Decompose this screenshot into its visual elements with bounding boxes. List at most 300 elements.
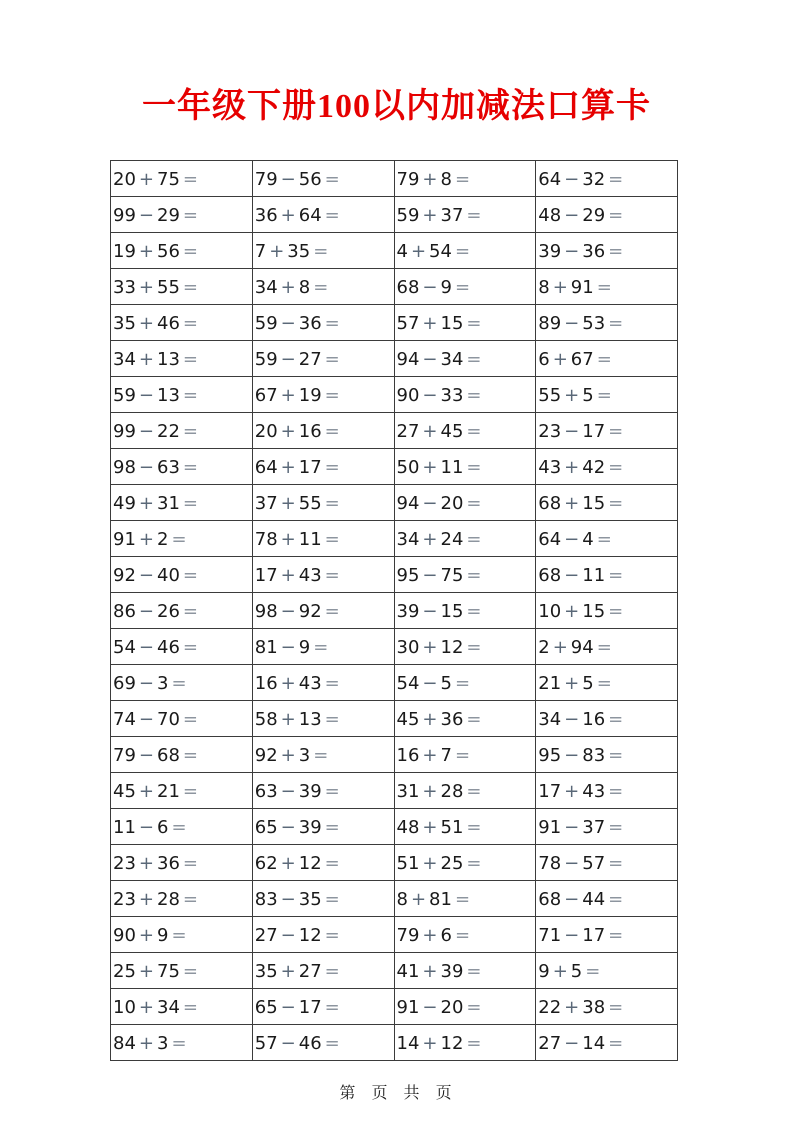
table-row [111, 161, 678, 197]
page-title: 一年级下册100以内加减法口算卡 [142, 88, 651, 125]
operator-sign: + [422, 637, 438, 658]
operand-second: 56 [298, 169, 322, 190]
page-footer: 第 页 共 页 [339, 1083, 454, 1102]
operand-first: 8 [396, 889, 408, 910]
equals-sign: = [608, 457, 624, 478]
equals-sign: = [182, 277, 198, 298]
operator-sign: + [422, 709, 438, 730]
operand-first: 34 [113, 349, 136, 370]
problem-cell [394, 197, 536, 233]
operand-first: 86 [113, 601, 136, 622]
operand-first: 33 [113, 277, 136, 298]
operator-sign: + [138, 853, 154, 874]
equals-sign: = [466, 961, 482, 982]
operand-first: 83 [254, 889, 278, 910]
equals-sign: = [182, 781, 198, 802]
operand-first: 59 [396, 205, 420, 226]
operand-second: 91 [570, 277, 594, 298]
operand-first: 99 [113, 421, 136, 442]
equals-sign: = [182, 961, 198, 982]
equals-sign: = [324, 457, 340, 478]
problem-cell [536, 989, 678, 1025]
operand-first: 2 [538, 637, 550, 658]
operand-second: 63 [157, 457, 180, 478]
problem-cell [111, 917, 253, 953]
operator-sign: − [564, 421, 580, 442]
problem-cell [111, 197, 253, 233]
problem-cell [536, 557, 678, 593]
equals-sign: = [596, 637, 612, 658]
operand-first: 27 [396, 421, 420, 442]
operand-second: 26 [157, 601, 180, 622]
problem-cell [111, 305, 253, 341]
operand-second: 13 [157, 385, 180, 406]
equals-sign: = [324, 709, 340, 730]
problem-cell [252, 773, 394, 809]
problem-cell [536, 305, 678, 341]
operand-first: 35 [254, 961, 278, 982]
operator-sign: − [564, 169, 580, 190]
equals-sign: = [608, 1033, 624, 1054]
equals-sign: = [324, 673, 340, 694]
operand-second: 36 [298, 313, 322, 334]
operand-second: 3 [157, 1033, 169, 1054]
operator-sign: + [552, 277, 568, 298]
operator-sign: − [280, 169, 296, 190]
table-row [111, 485, 678, 521]
operand-second: 94 [570, 637, 594, 658]
operand-first: 64 [538, 529, 562, 550]
equals-sign: = [596, 529, 612, 550]
operand-second: 53 [582, 313, 606, 334]
problem-cell [111, 629, 253, 665]
operand-second: 54 [429, 241, 452, 262]
problem-cell [394, 1025, 536, 1061]
operand-second: 39 [440, 961, 464, 982]
operand-second: 43 [582, 781, 606, 802]
operand-first: 64 [538, 169, 562, 190]
operand-first: 11 [113, 817, 136, 838]
equals-sign: = [324, 349, 340, 370]
operand-second: 6 [440, 925, 452, 946]
operator-sign: − [280, 313, 296, 334]
problem-cell [111, 233, 253, 269]
equals-sign: = [182, 457, 198, 478]
operand-second: 9 [298, 637, 311, 658]
equals-sign: = [596, 385, 612, 406]
operand-first: 79 [254, 169, 278, 190]
operator-sign: − [280, 1033, 296, 1054]
equals-sign: = [171, 817, 187, 838]
operator-sign: − [138, 385, 154, 406]
operand-second: 3 [298, 745, 311, 766]
operand-first: 48 [396, 817, 420, 838]
equals-sign: = [466, 421, 482, 442]
problem-cell [394, 305, 536, 341]
operand-first: 54 [396, 673, 420, 694]
operand-second: 46 [157, 313, 180, 334]
operand-second: 6 [157, 817, 169, 838]
equals-sign: = [171, 1033, 187, 1054]
equals-sign: = [454, 745, 471, 766]
table-row [111, 197, 678, 233]
operand-first: 10 [113, 997, 136, 1018]
problem-cell [536, 197, 678, 233]
operand-first: 14 [396, 1033, 420, 1054]
operator-sign: − [138, 637, 154, 658]
problem-cell [111, 701, 253, 737]
operator-sign: + [422, 421, 438, 442]
operator-sign: + [422, 961, 438, 982]
operand-second: 36 [157, 853, 180, 874]
operand-second: 14 [582, 1033, 606, 1054]
problem-cell [111, 1025, 253, 1061]
equals-sign: = [171, 529, 187, 550]
operator-sign: − [422, 493, 438, 514]
operand-second: 28 [440, 781, 464, 802]
operator-sign: − [564, 313, 580, 334]
operand-first: 4 [396, 241, 408, 262]
operand-second: 11 [440, 457, 464, 478]
operand-first: 89 [538, 313, 562, 334]
operand-first: 67 [254, 385, 278, 406]
operator-sign: + [280, 493, 296, 514]
problem-cell [252, 737, 394, 773]
problem-cell [394, 341, 536, 377]
operator-sign: + [280, 421, 296, 442]
equals-sign: = [324, 889, 340, 910]
operand-first: 51 [396, 853, 420, 874]
operand-first: 90 [396, 385, 420, 406]
problem-cell [536, 629, 678, 665]
equals-sign: = [608, 997, 624, 1018]
operand-second: 42 [582, 457, 606, 478]
equals-sign: = [313, 637, 329, 658]
operator-sign: − [422, 997, 438, 1018]
problem-cell [252, 269, 394, 305]
equals-sign: = [608, 817, 624, 838]
operand-second: 64 [298, 205, 322, 226]
operand-second: 70 [157, 709, 180, 730]
operand-second: 37 [582, 817, 606, 838]
problem-cell [536, 161, 678, 197]
operand-first: 16 [254, 673, 278, 694]
operand-second: 43 [298, 673, 322, 694]
problem-cell [111, 773, 253, 809]
problem-cell [394, 773, 536, 809]
operand-second: 55 [157, 277, 180, 298]
table-row [111, 377, 678, 413]
operand-second: 68 [157, 745, 180, 766]
problem-cell [394, 701, 536, 737]
operand-second: 20 [440, 493, 464, 514]
problem-cell [252, 305, 394, 341]
equals-sign: = [466, 529, 482, 550]
operand-first: 23 [113, 889, 136, 910]
equals-sign: = [466, 565, 482, 586]
operator-sign: + [138, 997, 154, 1018]
table-row [111, 233, 678, 269]
operand-second: 43 [298, 565, 322, 586]
operator-sign: − [280, 601, 296, 622]
table-row [111, 845, 678, 881]
equals-sign: = [596, 277, 612, 298]
equals-sign: = [466, 853, 482, 874]
operand-first: 54 [113, 637, 136, 658]
operand-second: 8 [440, 169, 452, 190]
table-row [111, 269, 678, 305]
operator-sign: − [422, 277, 438, 298]
operand-first: 71 [538, 925, 562, 946]
operator-sign: + [564, 601, 580, 622]
operand-second: 17 [582, 925, 606, 946]
operand-first: 57 [396, 313, 420, 334]
operand-first: 23 [538, 421, 562, 442]
equals-sign: = [313, 277, 329, 298]
equals-sign: = [608, 169, 624, 190]
operand-first: 34 [396, 529, 420, 550]
problem-cell [536, 665, 678, 701]
table-row [111, 449, 678, 485]
operator-sign: − [564, 853, 580, 874]
table-row [111, 809, 678, 845]
equals-sign: = [324, 781, 340, 802]
operator-sign: − [422, 601, 438, 622]
problem-cell [394, 989, 536, 1025]
equals-sign: = [324, 925, 340, 946]
equals-sign: = [454, 925, 471, 946]
operator-sign: − [564, 817, 580, 838]
operator-sign: − [564, 529, 580, 550]
problem-cell [111, 413, 253, 449]
operand-first: 99 [113, 205, 136, 226]
operator-sign: + [422, 925, 438, 946]
problems-table [110, 160, 678, 1061]
table-row [111, 737, 678, 773]
operator-sign: + [280, 565, 296, 586]
operand-second: 46 [157, 637, 180, 658]
problem-cell [252, 629, 394, 665]
operator-sign: + [422, 853, 438, 874]
problem-cell [536, 233, 678, 269]
equals-sign: = [182, 169, 198, 190]
operator-sign: + [422, 205, 438, 226]
problem-cell [394, 665, 536, 701]
operand-first: 43 [538, 457, 562, 478]
equals-sign: = [454, 241, 471, 262]
equals-sign: = [182, 313, 198, 334]
operand-first: 25 [113, 961, 136, 982]
operand-second: 75 [157, 961, 180, 982]
operand-first: 68 [538, 889, 562, 910]
equals-sign: = [182, 745, 198, 766]
problem-cell [111, 737, 253, 773]
problem-cell [252, 881, 394, 917]
equals-sign: = [324, 997, 340, 1018]
operator-sign: + [564, 385, 580, 406]
operand-second: 3 [157, 673, 169, 694]
operand-second: 9 [157, 925, 169, 946]
operator-sign: − [138, 565, 154, 586]
equals-sign: = [608, 565, 624, 586]
equals-sign: = [454, 277, 471, 298]
operator-sign: + [280, 961, 296, 982]
operand-first: 68 [538, 565, 562, 586]
problems-tbody [111, 161, 678, 1061]
equals-sign: = [466, 493, 482, 514]
problem-cell [111, 377, 253, 413]
operator-sign: + [280, 277, 296, 298]
operator-sign: − [280, 781, 296, 802]
operand-first: 45 [113, 781, 136, 802]
operator-sign: + [564, 457, 580, 478]
operand-second: 12 [440, 637, 464, 658]
table-row [111, 629, 678, 665]
table-row [111, 773, 678, 809]
operand-first: 16 [396, 745, 420, 766]
equals-sign: = [182, 421, 198, 442]
operand-second: 2 [157, 529, 169, 550]
operand-second: 16 [298, 421, 322, 442]
problem-cell [394, 809, 536, 845]
problem-cell [394, 737, 536, 773]
equals-sign: = [608, 241, 624, 262]
operand-first: 34 [254, 277, 278, 298]
operand-second: 27 [298, 961, 322, 982]
equals-sign: = [466, 637, 482, 658]
operator-sign: − [564, 241, 580, 262]
problem-cell [111, 881, 253, 917]
equals-sign: = [324, 1033, 340, 1054]
operator-sign: + [280, 709, 296, 730]
operand-second: 36 [440, 709, 464, 730]
equals-sign: = [466, 1033, 482, 1054]
table-row [111, 593, 678, 629]
operand-second: 67 [570, 349, 594, 370]
operator-sign: + [422, 313, 438, 334]
problem-cell [394, 557, 536, 593]
operand-second: 28 [157, 889, 180, 910]
operand-second: 32 [582, 169, 606, 190]
operand-second: 15 [440, 313, 464, 334]
problem-cell [252, 989, 394, 1025]
operator-sign: − [422, 385, 438, 406]
equals-sign: = [324, 601, 340, 622]
operand-first: 10 [538, 601, 562, 622]
operator-sign: − [138, 817, 154, 838]
operand-first: 92 [113, 565, 136, 586]
equals-sign: = [324, 817, 340, 838]
operand-first: 6 [538, 349, 550, 370]
equals-sign: = [182, 997, 198, 1018]
problem-cell [536, 485, 678, 521]
operand-second: 13 [298, 709, 322, 730]
operand-second: 17 [582, 421, 606, 442]
operand-first: 94 [396, 493, 420, 514]
table-row [111, 341, 678, 377]
operator-sign: − [138, 745, 154, 766]
equals-sign: = [608, 313, 624, 334]
operand-second: 17 [298, 997, 322, 1018]
problem-cell [252, 953, 394, 989]
equals-sign: = [324, 529, 340, 550]
equals-sign: = [454, 889, 471, 910]
problem-cell [536, 917, 678, 953]
operator-sign: − [564, 745, 580, 766]
operator-sign: + [564, 781, 580, 802]
equals-sign: = [324, 385, 340, 406]
operand-second: 13 [157, 349, 180, 370]
equals-sign: = [466, 205, 482, 226]
equals-sign: = [324, 565, 340, 586]
operand-first: 62 [254, 853, 278, 874]
equals-sign: = [454, 169, 471, 190]
operand-first: 36 [254, 205, 278, 226]
table-row [111, 413, 678, 449]
operand-second: 12 [298, 925, 322, 946]
problem-cell [394, 485, 536, 521]
equals-sign: = [608, 781, 624, 802]
equals-sign: = [585, 961, 601, 982]
problem-cell [536, 377, 678, 413]
problem-cell [394, 233, 536, 269]
equals-sign: = [182, 637, 198, 658]
operand-second: 5 [440, 673, 452, 694]
operand-first: 95 [396, 565, 420, 586]
problem-cell [111, 665, 253, 701]
operator-sign: + [138, 781, 154, 802]
operand-first: 59 [254, 349, 278, 370]
operator-sign: − [564, 205, 580, 226]
operator-sign: + [422, 781, 438, 802]
operator-sign: + [138, 961, 154, 982]
operator-sign: + [564, 997, 580, 1018]
problem-cell [252, 917, 394, 953]
operand-first: 37 [254, 493, 278, 514]
operand-second: 35 [287, 241, 311, 262]
problem-cell [536, 449, 678, 485]
equals-sign: = [466, 601, 482, 622]
table-row [111, 881, 678, 917]
equals-sign: = [182, 493, 198, 514]
operand-second: 38 [582, 997, 606, 1018]
operator-sign: − [280, 637, 296, 658]
problem-cell [536, 521, 678, 557]
operand-first: 39 [396, 601, 420, 622]
equals-sign: = [466, 457, 482, 478]
operand-second: 7 [440, 745, 452, 766]
operator-sign: − [422, 673, 438, 694]
operand-first: 78 [538, 853, 562, 874]
operand-first: 55 [538, 385, 562, 406]
operand-second: 11 [582, 565, 606, 586]
operand-first: 92 [254, 745, 278, 766]
operand-first: 35 [113, 313, 136, 334]
operand-first: 65 [254, 817, 278, 838]
operand-second: 11 [298, 529, 322, 550]
operator-sign: + [280, 205, 296, 226]
operator-sign: + [564, 493, 580, 514]
equals-sign: = [182, 709, 198, 730]
problem-cell [252, 701, 394, 737]
equals-sign: = [608, 421, 624, 442]
problem-cell [536, 1025, 678, 1061]
operand-first: 78 [254, 529, 278, 550]
table-row [111, 1025, 678, 1061]
operand-second: 24 [440, 529, 464, 550]
equals-sign: = [182, 241, 198, 262]
operand-second: 51 [440, 817, 464, 838]
